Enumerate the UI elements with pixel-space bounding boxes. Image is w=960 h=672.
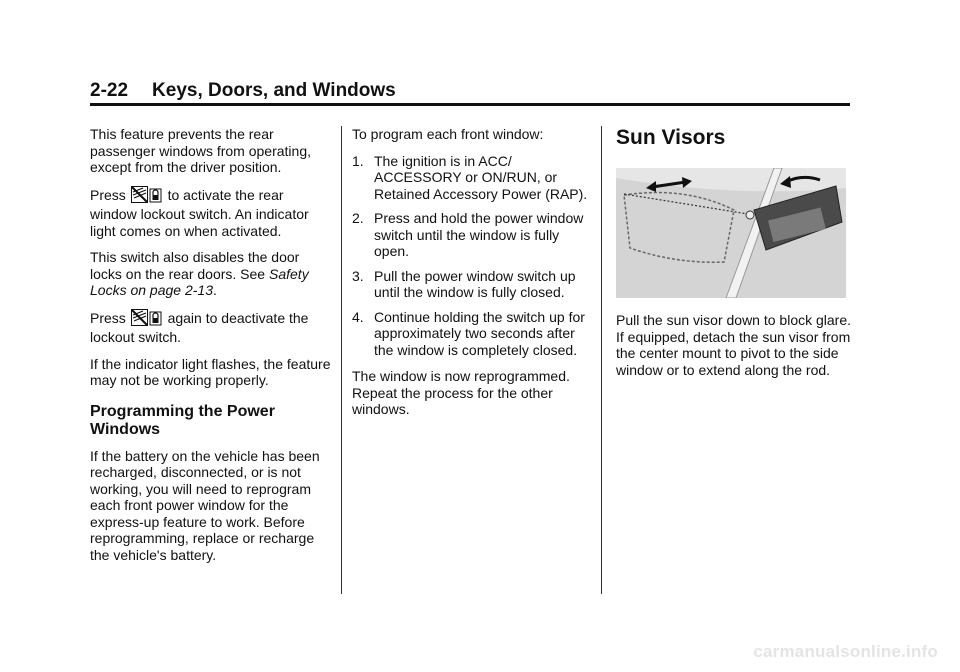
padlock-icon bbox=[150, 312, 161, 325]
step-text: Press and hold the power window switch until the window is fully open. bbox=[374, 210, 584, 259]
list-item bbox=[352, 210, 592, 260]
program-closing: The window is now reprogrammed. Repeat the process for the other windows. bbox=[352, 368, 570, 417]
watermark: carmanualsonline.info bbox=[753, 642, 938, 661]
program-intro: To program each front window: bbox=[352, 126, 544, 142]
press-label-2: Press bbox=[90, 309, 126, 326]
press-label: Press bbox=[90, 186, 126, 203]
step-number: 2. bbox=[352, 210, 364, 226]
section-heading-sun-visors: Sun Visors bbox=[616, 126, 726, 149]
step-number: 4. bbox=[352, 308, 364, 325]
door-locks-period: . bbox=[212, 282, 217, 298]
lockout-icons bbox=[131, 186, 163, 207]
right-column bbox=[616, 126, 852, 388]
step-text: The ignition is in ACC/ ACCESSORY or ON/RUN, or Retained Accessory Power (RAP). bbox=[374, 152, 588, 202]
safety-locks-reference[interactable]: Safety Locks on page 2-13 bbox=[90, 265, 309, 298]
step-number: 1. bbox=[352, 152, 364, 169]
step-number: 3. bbox=[352, 267, 364, 284]
activate-text: to activate the rear window lockout switch. An indicator light comes on when activated. bbox=[90, 186, 309, 239]
sun-visor-illustration bbox=[616, 168, 846, 298]
column-divider-1 bbox=[341, 126, 342, 594]
window-lockout-icon bbox=[131, 309, 147, 325]
door-locks-text: This switch also disables the door locks on the rear doors. See bbox=[90, 249, 300, 282]
lockout-icons-2 bbox=[131, 309, 163, 330]
paragraph-door-locks bbox=[90, 249, 334, 299]
paragraph-battery: If the battery on the vehicle has been recharged, disconnected, or is not working, you will need to reprogram each front power window for the express-up feature to work. Before reprogramming, replace or recharge the vehicle's battery. bbox=[90, 447, 320, 563]
column-divider-2 bbox=[601, 126, 602, 594]
header-rule bbox=[90, 103, 850, 106]
paragraph-feature: This feature prevents the rear passenger windows from operating, except from the driver position. bbox=[90, 126, 312, 175]
page-number: 2-22 bbox=[90, 80, 129, 101]
padlock-icon bbox=[150, 189, 161, 202]
paragraph-indicator: If the indicator light flashes, the feature may not be working properly. bbox=[90, 355, 331, 388]
sun-visor-paragraph: Pull the sun visor down to block glare. If equipped, detach the sun visor from the center mount to pivot to the side window or to extend along the rod. bbox=[616, 312, 852, 378]
paragraph-deactivate bbox=[90, 309, 334, 346]
middle-column bbox=[352, 126, 592, 428]
list-item bbox=[352, 153, 592, 203]
left-column bbox=[90, 126, 334, 573]
window-lockout-icon bbox=[131, 186, 147, 202]
page-title: Keys, Doors, and Windows bbox=[152, 80, 396, 101]
step-text: Continue holding the switch up for approximately two seconds after the window is completely closed. bbox=[374, 308, 585, 358]
program-steps bbox=[352, 153, 592, 359]
list-item bbox=[352, 309, 592, 359]
page-header bbox=[90, 80, 848, 102]
paragraph-activate bbox=[90, 186, 334, 240]
step-text: Pull the power window switch up until the window is fully closed. bbox=[374, 267, 576, 300]
subheading-programming: Programming the Power Windows bbox=[90, 402, 275, 438]
deactivate-text: again to deactivate the lockout switch. bbox=[90, 309, 309, 345]
list-item bbox=[352, 268, 592, 301]
